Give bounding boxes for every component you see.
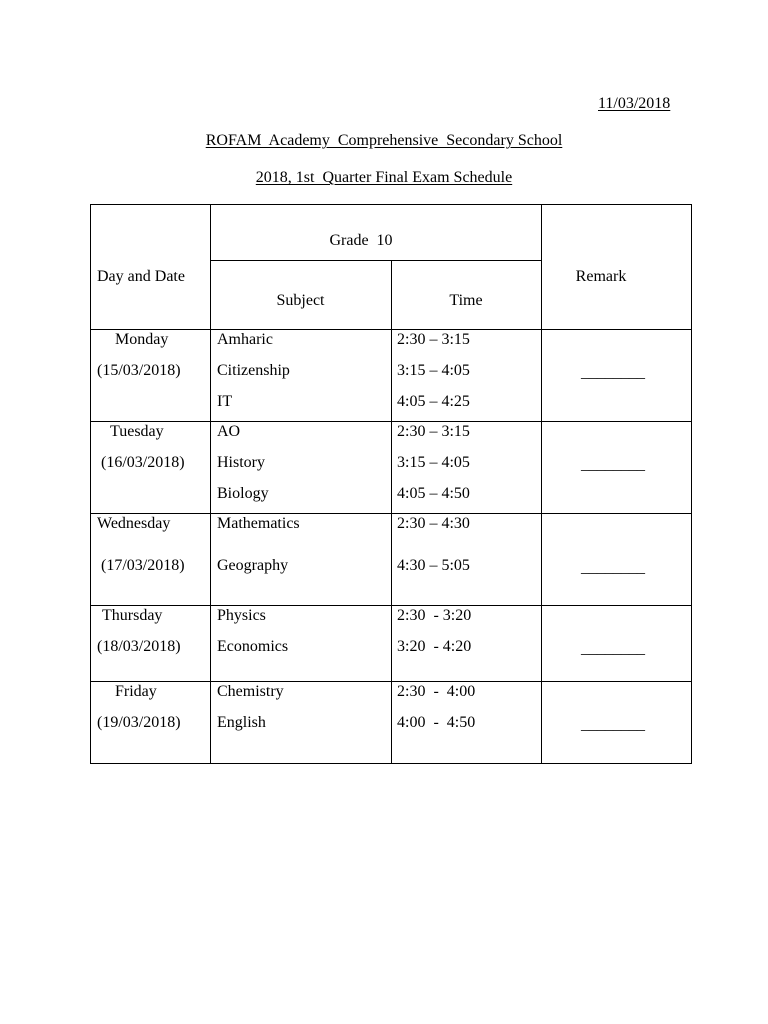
remark-blank: ________ xyxy=(581,456,645,473)
column-divider xyxy=(541,204,542,764)
day-cell: Monday xyxy=(115,331,169,348)
remark-blank: ________ xyxy=(581,716,645,733)
subject-cell: Citizenship xyxy=(217,362,290,379)
remark-blank: ________ xyxy=(581,640,645,657)
remark-blank: ________ xyxy=(581,364,645,381)
subject-cell: Physics xyxy=(217,607,266,624)
exam-schedule-title: 2018, 1st Quarter Final Exam Schedule xyxy=(255,169,513,186)
day-cell: Friday xyxy=(115,683,157,700)
time-cell: 2:30 – 3:15 xyxy=(397,423,470,440)
day-and-date-header: Day and Date xyxy=(97,268,185,285)
column-divider xyxy=(391,260,392,764)
subject-cell: English xyxy=(217,714,266,731)
date-cell: (18/03/2018) xyxy=(97,638,181,655)
time-header: Time xyxy=(449,292,483,309)
time-cell: 4:30 – 5:05 xyxy=(397,557,470,574)
subject-cell: AO xyxy=(217,423,241,440)
table-border-left xyxy=(90,204,91,764)
date-cell: (15/03/2018) xyxy=(97,362,181,379)
table-border-top xyxy=(90,204,692,205)
subject-cell: IT xyxy=(217,393,233,410)
time-cell: 2:30 – 3:15 xyxy=(397,331,470,348)
grade-header-divider xyxy=(210,260,542,261)
subject-cell: Mathematics xyxy=(217,515,300,532)
subject-cell: Chemistry xyxy=(217,683,284,700)
column-divider xyxy=(210,204,211,764)
time-cell: 2:30 - 4:00 xyxy=(397,683,476,700)
day-cell: Thursday xyxy=(102,607,163,624)
time-cell: 4:05 – 4:50 xyxy=(397,485,470,502)
time-cell: 4:05 – 4:25 xyxy=(397,393,470,410)
subject-cell: Geography xyxy=(217,557,289,574)
school-name: ROFAM Academy Comprehensive Secondary School xyxy=(205,132,563,149)
date-cell: (17/03/2018) xyxy=(101,557,185,574)
time-cell: 3:15 – 4:05 xyxy=(397,454,470,471)
time-cell: 3:15 – 4:05 xyxy=(397,362,470,379)
subject-header: Subject xyxy=(276,292,325,309)
document-date: 11/03/2018 xyxy=(598,95,671,112)
time-cell: 2:30 – 4:30 xyxy=(397,515,470,532)
day-cell: Tuesday xyxy=(110,423,164,440)
time-cell: 2:30 - 3:20 xyxy=(397,607,472,624)
grade-header: Grade 10 xyxy=(329,232,393,249)
remark-blank: ________ xyxy=(581,559,645,576)
time-cell: 4:00 - 4:50 xyxy=(397,714,476,731)
date-cell: (16/03/2018) xyxy=(101,454,185,471)
day-cell: Wednesday xyxy=(97,515,171,532)
date-cell: (19/03/2018) xyxy=(97,714,181,731)
remark-header: Remark xyxy=(575,268,627,285)
subject-cell: History xyxy=(217,454,265,471)
subject-cell: Economics xyxy=(217,638,289,655)
table-border-right xyxy=(691,204,692,764)
subject-cell: Biology xyxy=(217,485,269,502)
subject-cell: Amharic xyxy=(217,331,273,348)
time-cell: 3:20 - 4:20 xyxy=(397,638,472,655)
